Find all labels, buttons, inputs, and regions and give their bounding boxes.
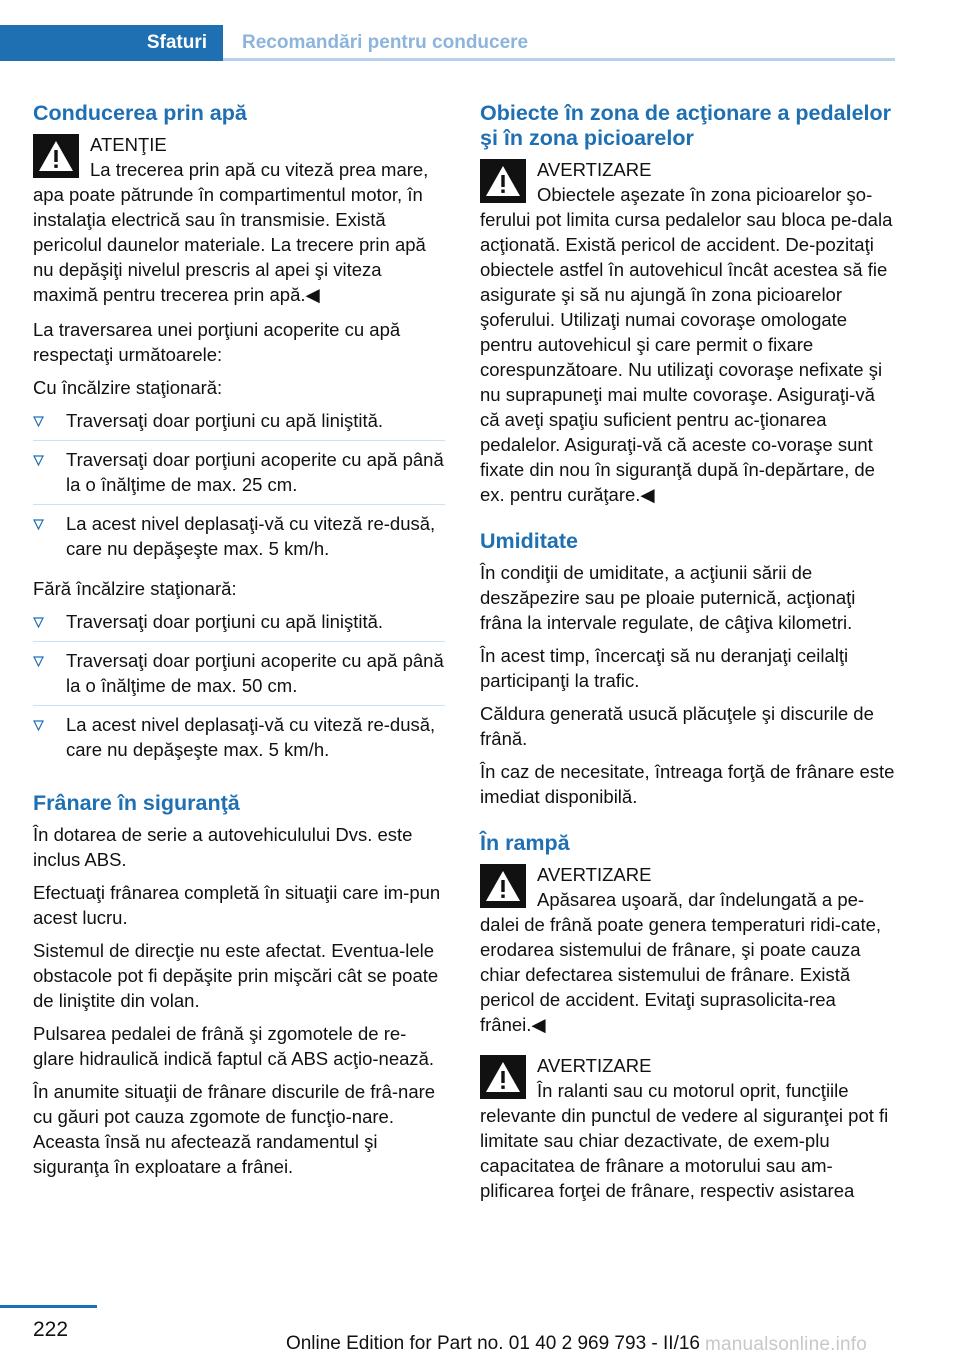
list-item-text: Traversaţi doar porţiuni cu apă liniştită. [66,611,384,632]
warning-text: În ralanti sau cu motorul oprit, funcţiile relevante din punctul de vedere al siguranţei pot fi limitate sau chiar dezactivate, de exem‐plu capacitatea de frânare a motorului sau am‐plificarea forţei de frânare, respectiv asistarea [480,1080,889,1201]
warning-text: La trecerea prin apă cu viteză prea mare, apa poate pătrunde în compartimentul motor, în instalaţia electrică sau în transmisie. Există pericolul daunelor materiale. La trecere prin apă nu depăşiţi nivelul prescris al apei şi viteza maximă pentru trecerea prin apă.◀ [33,159,429,305]
heading-on-slope: În rampă [480,831,570,855]
edition-text: Online Edition for Part no. 01 40 2 969 793 - II/16 [285,1333,700,1354]
heading-humidity: Umiditate [480,529,578,553]
warning-box [480,862,895,1037]
warning-triangle-icon [33,134,79,178]
paragraph: La traversarea unei porţiuni acoperite cu apă respectaţi următoarele: [33,319,401,365]
warning-triangle-icon [480,1055,526,1099]
bullet-list [33,408,445,568]
warning-title: AVERTIZARE [537,159,652,180]
triangle-bullet-icon [33,455,44,466]
page-number: 222 [33,1318,69,1341]
list-item-text: Traversaţi doar porţiuni acoperite cu apă până la o înălţime de max. 25 cm. [66,449,444,495]
chapter-tab-label: Recomandări pentru conducere [242,32,529,53]
list-item-text: La acest nivel deplasaţi-vă cu viteză re‐dusă, care nu depăşeşte max. 5 km/h. [66,714,436,760]
warning-title: AVERTIZARE [537,864,652,885]
watermark: manualsonline.info [705,1334,868,1355]
triangle-bullet-icon [33,656,44,667]
warning-text: Obiectele aşezate în zona picioarelor şo‐ferului pot limita cursa pedalelor sau bloca pe‐dala acţionată. Există pericol de accident. De‐pozitaţi obiectele astfel în autovehicul încât acestea să fie asigurate şi să nu ajungă în zona picioarelor şoferului. Utilizaţi numai covoraşe omologate pentru autovehicul şi care permit o fixare corespunzătoare. Nu utilizaţi covoraşe nefixate şi nu suprapuneţi mai multe covoraşe. Asiguraţi-vă că aveţi spaţiu suficient pentru ac‐ţionarea pedalelor. Asiguraţi-vă că aceste co‐voraşe sunt fixate din nou în siguranţă după în‐depărtare, de ex. pentru curăţare.◀ [480,184,893,505]
warning-text: Apăsarea uşoară, dar îndelungată a pe‐dalei de frână poate genera temperaturi ridi‐cate, erodarea sistemului de frânare, şi poate cauza chiar defectarea sistemului de frânare. Există pericol de accident. Evitaţi suprasolicita‐rea frânei.◀ [480,889,882,1035]
list-item-text: Traversaţi doar porţiuni cu apă liniştită. [66,410,384,431]
right-column [480,101,895,1213]
list-item [33,609,445,642]
paragraph: În dotarea de serie a autovehiculului Dvs. este inclus ABS. [33,824,413,870]
warning-triangle-icon [480,864,526,908]
left-column [33,101,445,1187]
warning-box [33,132,445,307]
paragraph: În condiţii de umiditate, a acţiunii sării de deszăpezire sau pe ploaie puternică, acţionaţi frâna la intervale regulate, de câţiva kilometri. [480,562,856,633]
list-item [33,511,445,568]
warning-triangle-icon [480,159,526,203]
list-item [33,712,445,769]
triangle-bullet-icon [33,519,44,530]
triangle-bullet-icon [33,720,44,731]
bullet-list [33,609,445,769]
warning-box [480,157,895,507]
paragraph: În caz de necesitate, întreaga forţă de frânare este imediat disponibilă. [480,761,895,807]
warning-box [480,1053,895,1203]
warning-title: ATENŢIE [90,134,167,155]
paragraph: Sistemul de direcţie nu este afectat. Eventua‐lele obstacole pot fi depăşite prin mişcări cât se poate de liniştite din volan. [33,940,439,1011]
heading-safe-braking: Frânare în siguranţă [33,791,240,815]
paragraph: Căldura generată usucă plăcuţele şi discurile de frână. [480,703,874,749]
list-item-text: Traversaţi doar porţiuni acoperite cu apă până la o înălţime de max. 50 cm. [66,650,444,696]
paragraph: În anumite situaţii de frânare discurile de frâ‐nare cu găuri pot cauza zgomote de funcţio‐nare. Aceasta însă nu afectează randamentul şi siguranţa în exploatare a frânei. [33,1081,436,1177]
warning-title: AVERTIZARE [537,1055,652,1076]
list-item [33,447,445,505]
footer-rule [0,1305,97,1308]
triangle-bullet-icon [33,617,44,628]
list-item [33,648,445,706]
chapter-tab [223,25,895,61]
heading-objects-pedal-area: Obiecte în zona de acţionare a pedalelor şi în zona picioarelor [480,101,892,150]
heading-driving-through-water: Conducerea prin apă [33,101,247,125]
triangle-bullet-icon [33,416,44,427]
paragraph: Cu încălzire staţionară: [33,377,223,398]
section-tab-active [0,25,223,61]
list-item [33,408,445,441]
list-item-text: La acest nivel deplasaţi-vă cu viteză re‐dusă, care nu depăşeşte max. 5 km/h. [66,513,436,559]
paragraph: Pulsarea pedalei de frână şi zgomotele de re‐glare hidraulică indică faptul că ABS acţio‐nează. [33,1023,435,1069]
paragraph: În acest timp, încercaţi să nu deranjaţi ceilalţi participanţi la trafic. [480,645,849,691]
page-header [0,25,895,61]
paragraph: Fără încălzire staţionară: [33,578,237,599]
section-tab-label: Sfaturi [146,32,207,53]
paragraph: Efectuaţi frânarea completă în situaţii care im‐pun acest lucru. [33,882,441,928]
